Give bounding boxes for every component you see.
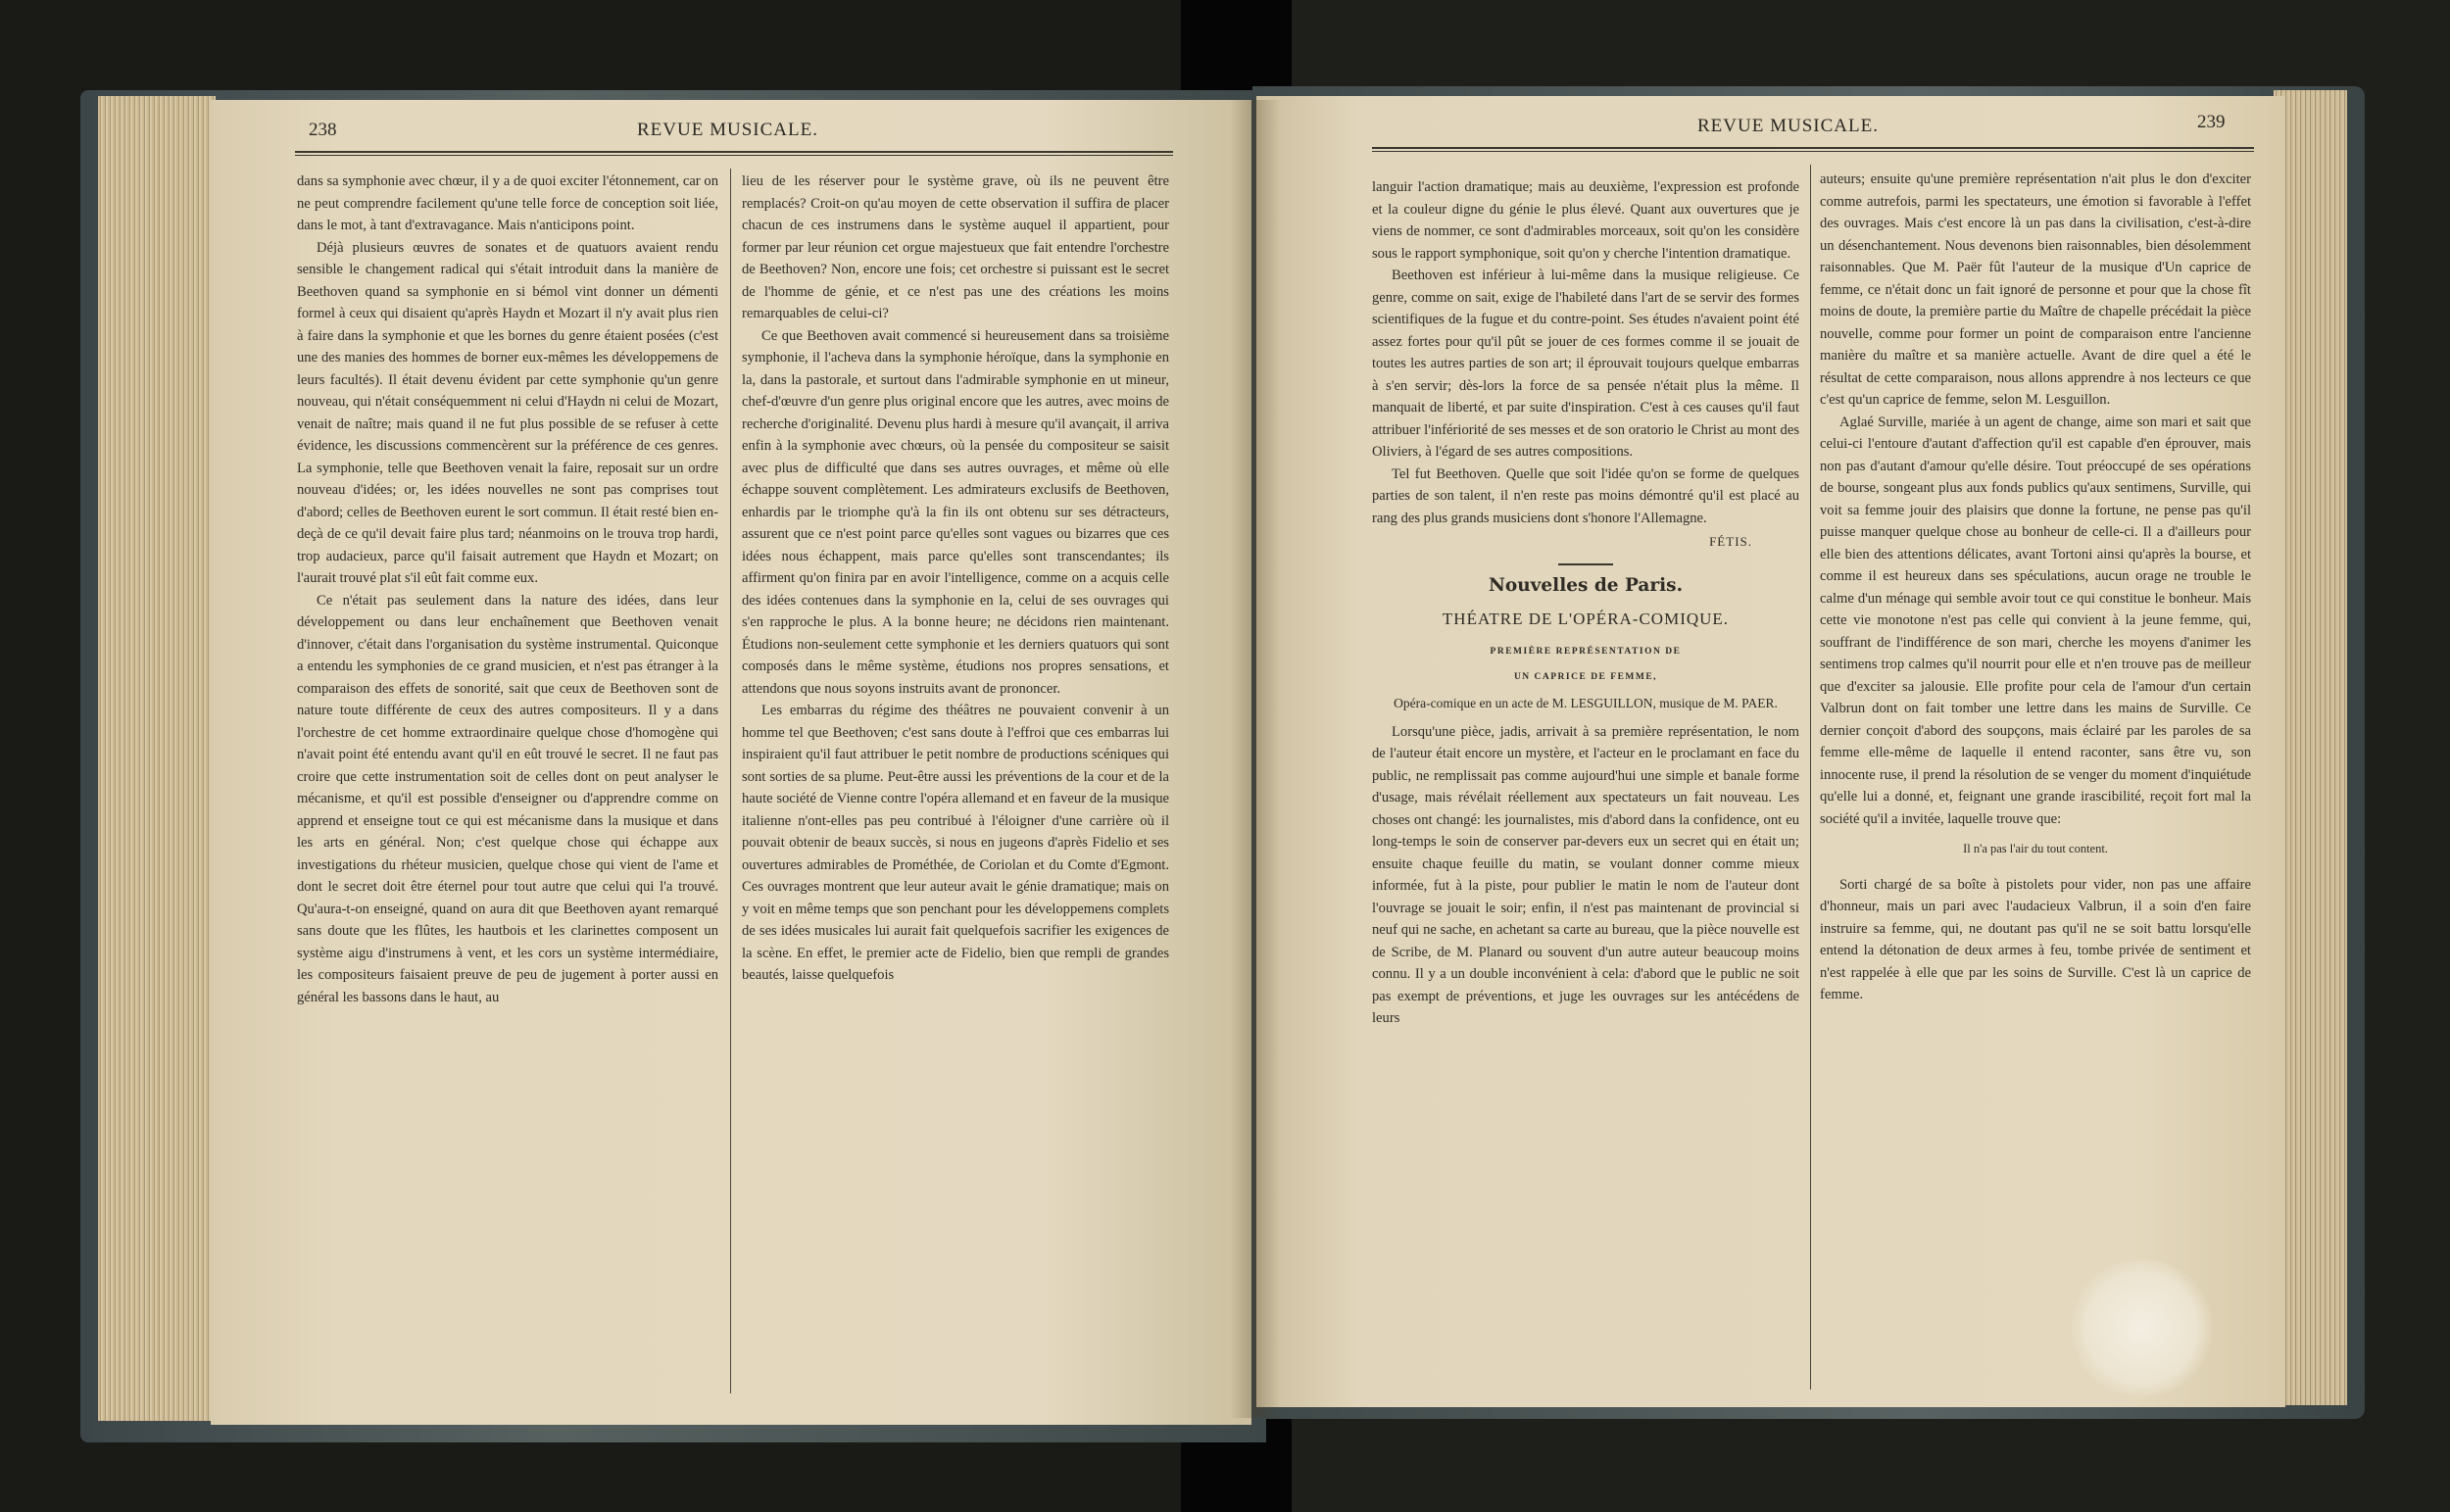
column-rule [1810,165,1811,1390]
text-column-2 [742,171,1169,987]
text-column-1 [1372,176,1799,1030]
paragraph: lieu de les réserver pour le système grave, où ils ne peuvent être remplacés? Croit-on qu'au moyen de cette observation il suffira de placer chacun de ces instrumens dans le système auquel il appartient, pour former par leur réunion cet orgue majestueux que fait entendre l'orchestre de Beethoven? Non, encore une fois; cet orchestre si puissant est le secret de l'homme de génie, et ce n'est pas une des créations les moins remarquables de celui-ci? [742,173,1169,321]
opera-description: Opéra-comique en un acte de M. LESGUILLON, musique de M. PAER. [1394,695,1778,710]
author-signature: FÉTIS. [1709,534,1752,549]
text-column-1 [297,171,718,1008]
section-title: Nouvelles de Paris. [1488,574,1684,596]
theatre-title: THÉATRE DE L'OPÉRA-COMIQUE. [1442,610,1730,628]
page-number: 238 [309,120,337,140]
paragraph: Lorsqu'une pièce, jadis, arrivait à sa première représentation, le nom de l'auteur était encore un mystère, et l'acteur en le proclamant en face du public, ne remplissait pas comme aujourd'hui une simple et banale forme d'usage, mais révélait réellement aux spectateurs un fait nouveau. Les choses ont changé: les journalistes, mis d'abord dans la confidence, ont eu long-temps le soin de conserver par-devers eux un secret qui en était un; ensuite chaque feuille du matin, se voulant donner comme mieux informée, fut à la piste, pour publier le matin le nom de l'auteur dont l'ouvrage se jouait le soir; enfin, il n'est pas maintenant de provincial si neuf qui ne sache, en achetant sa carte au bureau, que la pièce nouvelle est de Scribe, de M. Planard ou souvent d'un autre auteur beaucoup moins connu. Il y a un double inconvénient à cela: d'abord que le public ne soit pas exempt de préventions, et juge les ouvrages sur les antécédens de leurs [1372,723,1799,1026]
header-rule [1372,147,2254,152]
column-rule [730,169,731,1393]
paper-stain [2068,1259,2215,1396]
quoted-line: Il n'a pas l'air du tout content. [1963,842,2108,855]
nouvelles-heading-block [1372,563,1799,711]
premiere-line: PREMIÈRE REPRÉSENTATION DE [1490,646,1682,657]
paragraph: Tel fut Beethoven. Quelle que soit l'idée qu'on se forme de quelques parties de son talent, il n'en reste pas moins démontré qu'il est placé au rang des plus grands musiciens dont s'honore l'Allemagne. [1372,465,1799,526]
paragraph: Ce n'était pas seulement dans la nature des idées, dans leur développement ou dans leur enchaînement que Beethoven venait d'innover, c'était dans l'organisation du système instrumental. Quiconque a entendu les symphonies de ce grand musicien, et n'est pas étranger à la comparaison des effets de sonorité, sait que ceux de Beethoven sont de nature toute différente de ceux des autres compositeurs. Il y a dans l'orchestre de cet homme extraordinaire quelque chose d'homogène qui n'avait point été entendu avant qu'il en eût trouvé le secret. Il ne faut pas croire que cette instrumentation soit de celles dont on peut analyser le mécanisme, et qu'il est possible d'enseigner ou d'apprendre comme on apprend et enseigne tout ce qui est mécanisme dans la musique et dans les arts en général. Non; c'est quelque chose qui échappe aux investigations du rhéteur musicien, quelque chose qui vient de l'ame et dont le secret doit être éternel pour tout autre que celui qui l'a trouvé. Qu'aura-t-on enseigné, quand on aura dit que Beethoven ayant remarqué sans doute que les flûtes, les hautbois et les clarinettes composent un système aigu d'instrumens à vent, et les cors un système intermédiaire, les compositeurs faisaient preuve de peu de jugement à porter aussi en général les bassons dans le haut, au [297,592,718,1005]
text-column-2 [1820,169,2251,1006]
header-rule [295,151,1173,156]
page-number: 239 [2197,112,2226,132]
right-page [1256,96,2285,1407]
page-edges-left [98,96,216,1421]
paragraph: dans sa symphonie avec chœur, il y a de quoi exciter l'étonnement, car on ne peut comprendre facilement qu'une telle force de conception soit liée, dans le mot, à tant d'extravagance. Mais n'anticipons point. [297,173,718,233]
paragraph: Ce que Beethoven avait commencé si heureusement dans sa troisième symphonie, il l'acheva dans la symphonie héroïque, dans la symphonie en la, dans la pastorale, et surtout dans l'admirable symphonie en ut mineur, chef-d'œuvre d'un genre plus original encore que les autres, avec moins de recherche d'originalité. Devenu plus hardi à mesure qu'il avançait, il arriva enfin à la symphonie avec chœurs, où la pensée du compositeur se saisit avec plus de difficulté que dans ses autres ouvrages, et même où elle échappe souvent complètement. Les admirateurs exclusifs de Beethoven, enhardis par le triomphe qu'à la fin ils ont obtenu sur ses détracteurs, assurent que ce n'est point parce qu'elles sont vagues ou bizarres que ces idées nous échappent, mais parce qu'elles sont transcendantes; ils affirment qu'on finira par en avoir l'intelligence, comme on a acquis celle des idées contenues dans la symphonie en la, celui de ses ouvrages qui s'en rapproche le plus. A la bonne heure; ne décidons rien maintenant. Étudions non-seulement cette symphonie et les derniers quatuors qui sont composés dans le même système, étudions nos propres sensations, et attendons que nous soyons instruits avant de prononcer. [742,327,1169,697]
book-gutter [1230,100,1281,1418]
paragraph: auteurs; ensuite qu'une première représentation n'ait plus le don d'exciter comme autrefois, parmi les spectateurs, une émotion si favorable à l'effet des ouvrages. Mais c'est encore là un pas dans la civilisation, c'est-à-dire un désenchantement. Nous devenons bien raisonnables, bien désolemment raisonnables. Que M. Paër fût l'auteur de la musique d'Un caprice de femme, ce n'était donc un fait ignoré de personne et pour que la chose fît moins de doute, la première partie du Maître de chapelle précédait la pièce nouvelle, comme pour former un point de comparaison entre l'ancienne manière du maître et sa manière actuelle. Avant de dire quel a été le résultat de cette comparaison, nous allons apprendre à nos lecteurs ce que c'est qu'un caprice de femme, selon M. Lesguillon. [1820,171,2251,408]
paragraph: languir l'action dramatique; mais au deuxième, l'expression est profonde et la couleur digne du génie le plus élevé. Quant aux ouvertures que je viens de nommer, ce sont d'admirables morceaux, soit qu'on les considère sous le rapport symphonique, soit qu'on y cherche l'intention dramatique. [1372,179,1799,262]
paragraph: Sorti chargé de sa boîte à pistolets pour vider, non pas une affaire d'honneur, mais un pari avec l'audacieux Valbrun, il a soin d'en faire instruire sa femme, qui, ne doutant pas qu'il ne se soit battu lorsqu'elle entend la détonation de deux armes à feu, tombe privée de sentiment et n'est rappelée à elle que par les soins de Surville. C'est là un caprice de femme. [1820,876,2251,1002]
paragraph: Les embarras du régime des théâtres ne pouvaient convenir à un homme tel que Beethoven; c'est sans doute à l'effroi que ces embarras lui inspiraient qu'il faut attribuer le petit nombre de productions scéniques qui sont sorties de sa plume. Peut-être aussi les préventions de la cour et de la haute société de Vienne contre l'opéra allemand et en faveur de la musique italienne n'ont-elles pas peu contribué à l'éloigner d'une carrière où il pouvait obtenir de beaux succès, si nous en jugeons d'après Fidelio et ses ouvertures admirables de Prométhée, de Coriolan et du Comte d'Egmont. Ces ouvrages montrent que leur auteur avait le génie dramatique; mais on y voit en même temps que son penchant pour les développemens complets de ses idées musicales lui aurait fait quelquefois sacrifier les exigences de la scène. En effet, le premier acte de Fidelio, bien que rempli de grandes beautés, laisse quelquefois [742,703,1169,983]
paragraph: Déjà plusieurs œuvres de sonates et de quatuors avaient rendu sensible le changement radical qui s'était introduit dans la manière de Beethoven quand sa symphonie en si bémol vint donner un démenti formel à ceux qui disaient qu'après Haydn et Mozart il n'y avait plus rien à faire dans la symphonie et que les bornes du genre étaient posées (c'est une des manies des hommes de borner eux-mêmes les développemens de leurs facultés). Il était devenu évident par cette symphonie qu'un genre nouveau, qui n'était conséquemment ni celui d'Haydn ni celui de Mozart, venait de naître; mais quand il ne fut plus possible de se refuser à cette évidence, les discussions commencèrent sur la préférence de ces genres. La symphonie, telle que Beethoven venait la faire, reposait sur un ordre nouveau d'idées; or, les idées nouvelles ne sont pas comprises tout d'abord; celles de Beethoven eurent le sort commun. Il était resté bien en-deçà de ce qu'il devait faire plus tard; néanmoins on le trouva trop hardi, trop audacieux, parce qu'il faisait autrement que Haydn et Mozart; on l'aurait trouvé plat s'il eût fait comme eux. [297,239,718,586]
running-head: REVUE MUSICALE. [1697,116,1879,136]
left-page [211,100,1251,1425]
paragraph: Beethoven est inférieur à lui-même dans la musique religieuse. Ce genre, comme on sait, exige de l'habileté dans l'art de se servir des formes scientifiques de la fugue et du contre-point. Ses études n'avaient point été assez fortes pour qu'il pût se jouer de ces formes comme il se jouait de toutes les autres parties de son art; il éprouvait toujours quelque embarras à s'en servir; dès-lors la force de sa pensée n'était plus la même. Il manquait de liberté, et par suite d'inspiration. C'est à ces causes qu'il faut attribuer l'infériorité de ses messes et de son oratorio le Christ au mont des Oliviers, à l'égard de ses autres compositions. [1372,268,1799,460]
paragraph: Aglaé Surville, mariée à un agent de change, aime son mari et sait que celui-ci l'entoure d'autant d'affection qu'il est capable d'en éprouver, mais non pas d'autant d'amour qu'elle désire. Tout préoccupé de ses opérations de bourse, songeant plus aux fonds publics qu'aux sentimens, Surville, qui voit sa femme jouir des plaisirs que donne la fortune, ne pense pas qu'il puisse manquer quelque chose au bonheur de celle-ci. Il a d'ailleurs pour elle bien des attentions délicates, avant Tortoni ainsi qu'après la bourse, et comme il est heureux dans ses spéculations, aucun orage ne trouble le calme d'un ménage qui semble avoir tout ce qui constitue le bonheur. Mais cette vie monotone n'est pas celle qui convient à la jeune femme, qui, souffrant de l'indifférence de son mari, cherche les moyens d'animer les sentimens trop calmes qu'il nourrit pour elle et n'en trouve pas de meilleur que d'exciter sa jalousie. Elle profite pour cela de l'amour d'un certain Valbrun dont on fait tomber une lettre dans les mains de Surville. Ce dernier conçoit d'abord des soupçons, mais éclairé par les paroles de sa femme elle-même de laquelle il entend raconter, sans être vu, son innocente ruse, il prend la résolution de se venger du moment d'inquiétude qu'elle lui a donné, et, feignant une grande irascibilité, reçoit fort mal la société qu'il a invitée, laquelle trouve que: [1820,414,2251,827]
opera-title: UN CAPRICE DE FEMME, [1513,672,1658,682]
section-divider [1558,563,1613,565]
running-head: REVUE MUSICALE. [637,120,818,140]
